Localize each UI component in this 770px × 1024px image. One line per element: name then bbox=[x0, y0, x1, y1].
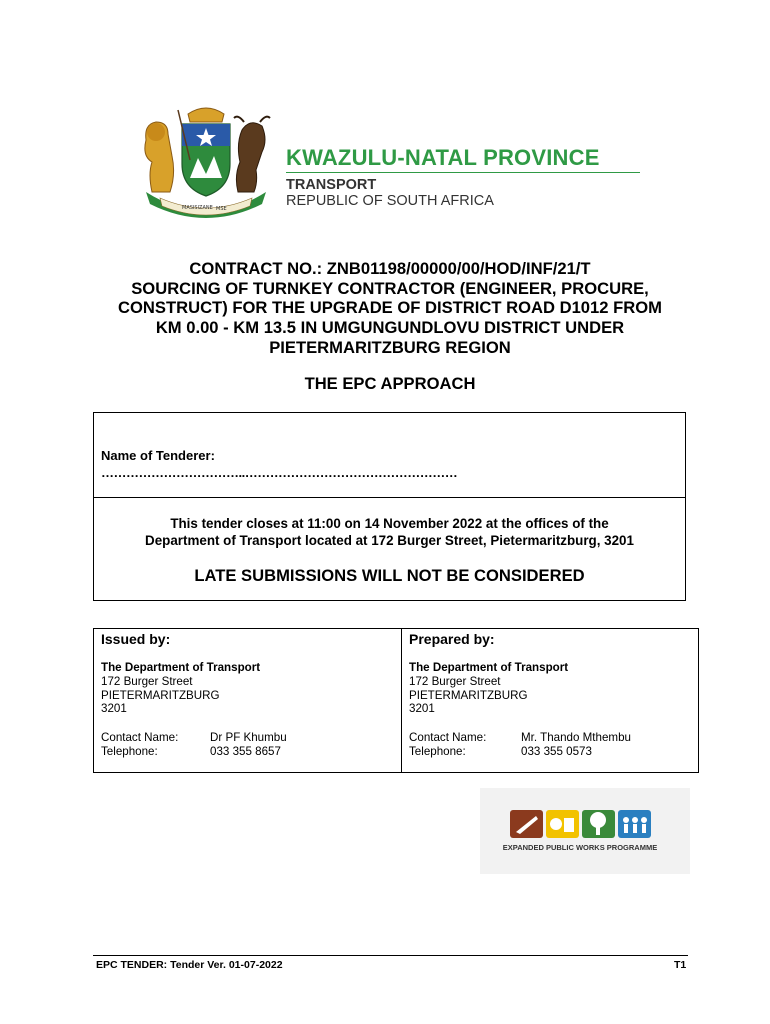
late-submissions-notice: LATE SUBMISSIONS WILL NOT BE CONSIDERED bbox=[194, 566, 585, 585]
prepared-by-heading: Prepared by: bbox=[409, 631, 495, 647]
footer-page-id: T1 bbox=[674, 959, 687, 971]
department-name: TRANSPORT bbox=[286, 177, 377, 193]
contract-title bbox=[60, 259, 720, 358]
republic-name: REPUBLIC OF SOUTH AFRICA bbox=[286, 193, 494, 209]
title-line-5: PIETERMARITZBURG REGION bbox=[269, 337, 511, 357]
footer-version: EPC TENDER: Tender Ver. 01-07-2022 bbox=[96, 959, 283, 971]
footer-rule bbox=[93, 955, 688, 956]
issued-by-address bbox=[101, 675, 220, 716]
closing-notice bbox=[96, 515, 683, 549]
epwp-caption: EXPANDED PUBLIC WORKS PROGRAMME bbox=[502, 843, 658, 852]
prepared-by-code: 3201 bbox=[409, 702, 435, 715]
crest-motto-left: MASISIZANE bbox=[182, 205, 213, 211]
issued-by-heading: Issued by: bbox=[101, 631, 171, 647]
prepared-by-contact-label: Contact Name: bbox=[409, 731, 487, 744]
tender-box-divider bbox=[93, 497, 686, 498]
prepared-by-org: The Department of Transport bbox=[409, 661, 569, 674]
prepared-by-phone-label: Telephone: bbox=[409, 745, 466, 758]
closing-line-1: This tender closes at 11:00 on 14 November 2022 at the offices of the bbox=[170, 516, 609, 531]
issued-by-city: PIETERMARITZBURG bbox=[101, 688, 220, 702]
issued-by-org: The Department of Transport bbox=[101, 661, 261, 674]
coat-of-arms-logo bbox=[138, 100, 274, 224]
title-line-3: CONSTRUCT) FOR THE UPGRADE OF DISTRICT ROAD D1012 FROM bbox=[118, 298, 662, 318]
issued-by-phone: 033 355 8657 bbox=[210, 745, 281, 758]
contract-number: CONTRACT NO.: ZNB01198/00000/00/HOD/INF/21/T bbox=[189, 259, 591, 278]
issued-by-contact-label: Contact Name: bbox=[101, 731, 179, 744]
title-line-4: KM 0.00 - KM 13.5 IN UMGUNGUNDLOVU DISTRICT UNDER bbox=[155, 318, 625, 338]
prepared-by-address bbox=[409, 675, 528, 716]
tenderer-name-label: Name of Tenderer: bbox=[101, 448, 215, 463]
approach-heading: THE EPC APPROACH bbox=[304, 374, 476, 393]
contact-table-divider bbox=[401, 628, 402, 773]
issued-by-phone-label: Telephone: bbox=[101, 745, 158, 758]
issued-by-code: 3201 bbox=[101, 702, 127, 715]
prepared-by-city: PIETERMARITZBURG bbox=[409, 688, 528, 702]
crest-motto-right: MSE bbox=[216, 206, 227, 212]
prepared-by-phone: 033 355 0573 bbox=[521, 745, 592, 758]
prepared-by-street: 172 Burger Street bbox=[409, 675, 501, 688]
prepared-by-contact-name: Mr. Thando Mthembu bbox=[521, 731, 631, 744]
issued-by-street: 172 Burger Street bbox=[101, 675, 193, 688]
province-name: KWAZULU-NATAL PROVINCE bbox=[286, 145, 600, 170]
tenderer-name-field[interactable]: ……………………………..…………………………………………… bbox=[101, 465, 458, 480]
epwp-logo bbox=[480, 788, 690, 874]
header-rule bbox=[286, 172, 640, 173]
title-line-2: SOURCING OF TURNKEY CONTRACTOR (ENGINEER, PROCURE, bbox=[131, 278, 649, 298]
issued-by-contact-name: Dr PF Khumbu bbox=[210, 731, 287, 744]
closing-line-2: Department of Transport located at 172 Burger Street, Pietermaritzburg, 3201 bbox=[145, 533, 634, 548]
